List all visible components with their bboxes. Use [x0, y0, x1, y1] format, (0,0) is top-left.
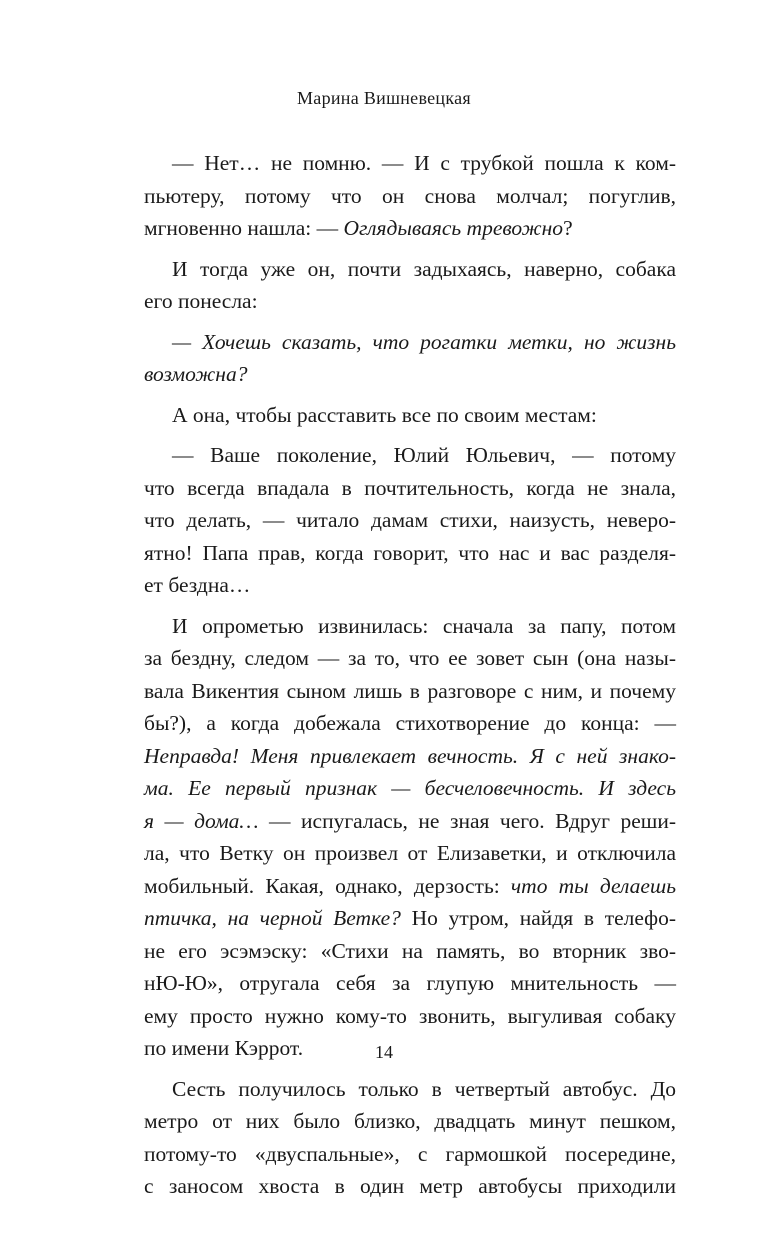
text-line: метро от них было близко, двадцать минут пешком,: [144, 1109, 676, 1133]
text-line: за бездну, следом — за то, что ее зовет сын (она назы-: [144, 646, 676, 670]
text-line: по имени Кэррот.: [144, 1036, 304, 1060]
text-line: пьютеру, потому что он снова молчал; погуглив,: [144, 183, 676, 208]
text-line: мобильный. Какая, однако, дерзость: что ты делаешь: [144, 873, 676, 898]
italic-text: что ты делаешь: [510, 873, 676, 898]
text-line: [144, 326, 676, 359]
text-line: бы?), а когда добежала стихотворение до конца: —: [144, 711, 676, 735]
text-line: ему просто нужно кому-то звонить, выгуливая собаку: [144, 1003, 676, 1028]
text-line: — Ваше поколение, Юлий Юльевич, — потому: [172, 443, 676, 467]
text-line: его понесла:: [144, 289, 258, 313]
text-line: вала Викентия сыном лишь в разговоре с ним, и почему: [144, 678, 676, 703]
text-line: И опрометью извинилась: сначала за папу, потом: [172, 613, 676, 638]
text-line: потому-то «двуспальные», с гармошкой посередине,: [144, 1141, 676, 1166]
italic-text: ма. Ее первый признак — бесчеловечность. И здесь: [144, 776, 676, 800]
italic-text: Оглядываясь тревожно: [343, 216, 564, 240]
text-line: ла, что Ветку он произвел от Елизаветки, и отключила: [144, 841, 676, 865]
text-line: ятно! Папа прав, когда говорит, что нас и вас разделя-: [144, 540, 676, 565]
text-line: [144, 740, 676, 773]
text-line: Сесть получилось только в четвертый автобус. До: [172, 1076, 676, 1101]
text-line: нЮ-Ю», отругала себя за глупую мнительность —: [144, 971, 676, 995]
text-line: что делать, — читало дамам стихи, наизусть, неверо-: [144, 508, 676, 532]
running-head: Марина Вишневецкая: [296, 88, 472, 108]
text-line: мгновенно нашла: — Оглядываясь тревожно?: [144, 216, 573, 240]
italic-text: — Хочешь сказать, что рогатки метки, но жизнь: [172, 329, 676, 354]
italic-text: возможна?: [144, 362, 248, 386]
italic-text: птичка, на черной Ветке?: [144, 906, 401, 930]
text-line: я — дома… — испугалась, не зная чего. Вдруг реши-: [144, 808, 676, 833]
text-line: птичка, на черной Ветке? Но утром, найдя в телефо-: [144, 906, 677, 930]
page-number: 14: [375, 1042, 393, 1062]
text-line: [144, 772, 676, 805]
text-line: [144, 358, 676, 391]
text-line: с заносом хвоста в один метр автобусы приходили: [144, 1174, 676, 1198]
text-line: не его эсэмэску: «Стихи на память, во вторник зво-: [144, 938, 676, 963]
text-line: А она, чтобы расставить все по своим местам:: [172, 402, 597, 427]
text-line: И тогда уже он, почти задыхаясь, наверно, собака: [172, 256, 676, 281]
italic-text: я — дома…: [144, 808, 259, 833]
text-line: что всегда впадала в почтительность, когда не знала,: [144, 475, 676, 500]
italic-text: Неправда! Меня привлекает вечность. Я с ней знако-: [144, 743, 676, 768]
text-line: ет бездна…: [144, 573, 251, 597]
text-line: — Нет… не помню. — И с трубкой пошла к ком-: [172, 151, 676, 175]
